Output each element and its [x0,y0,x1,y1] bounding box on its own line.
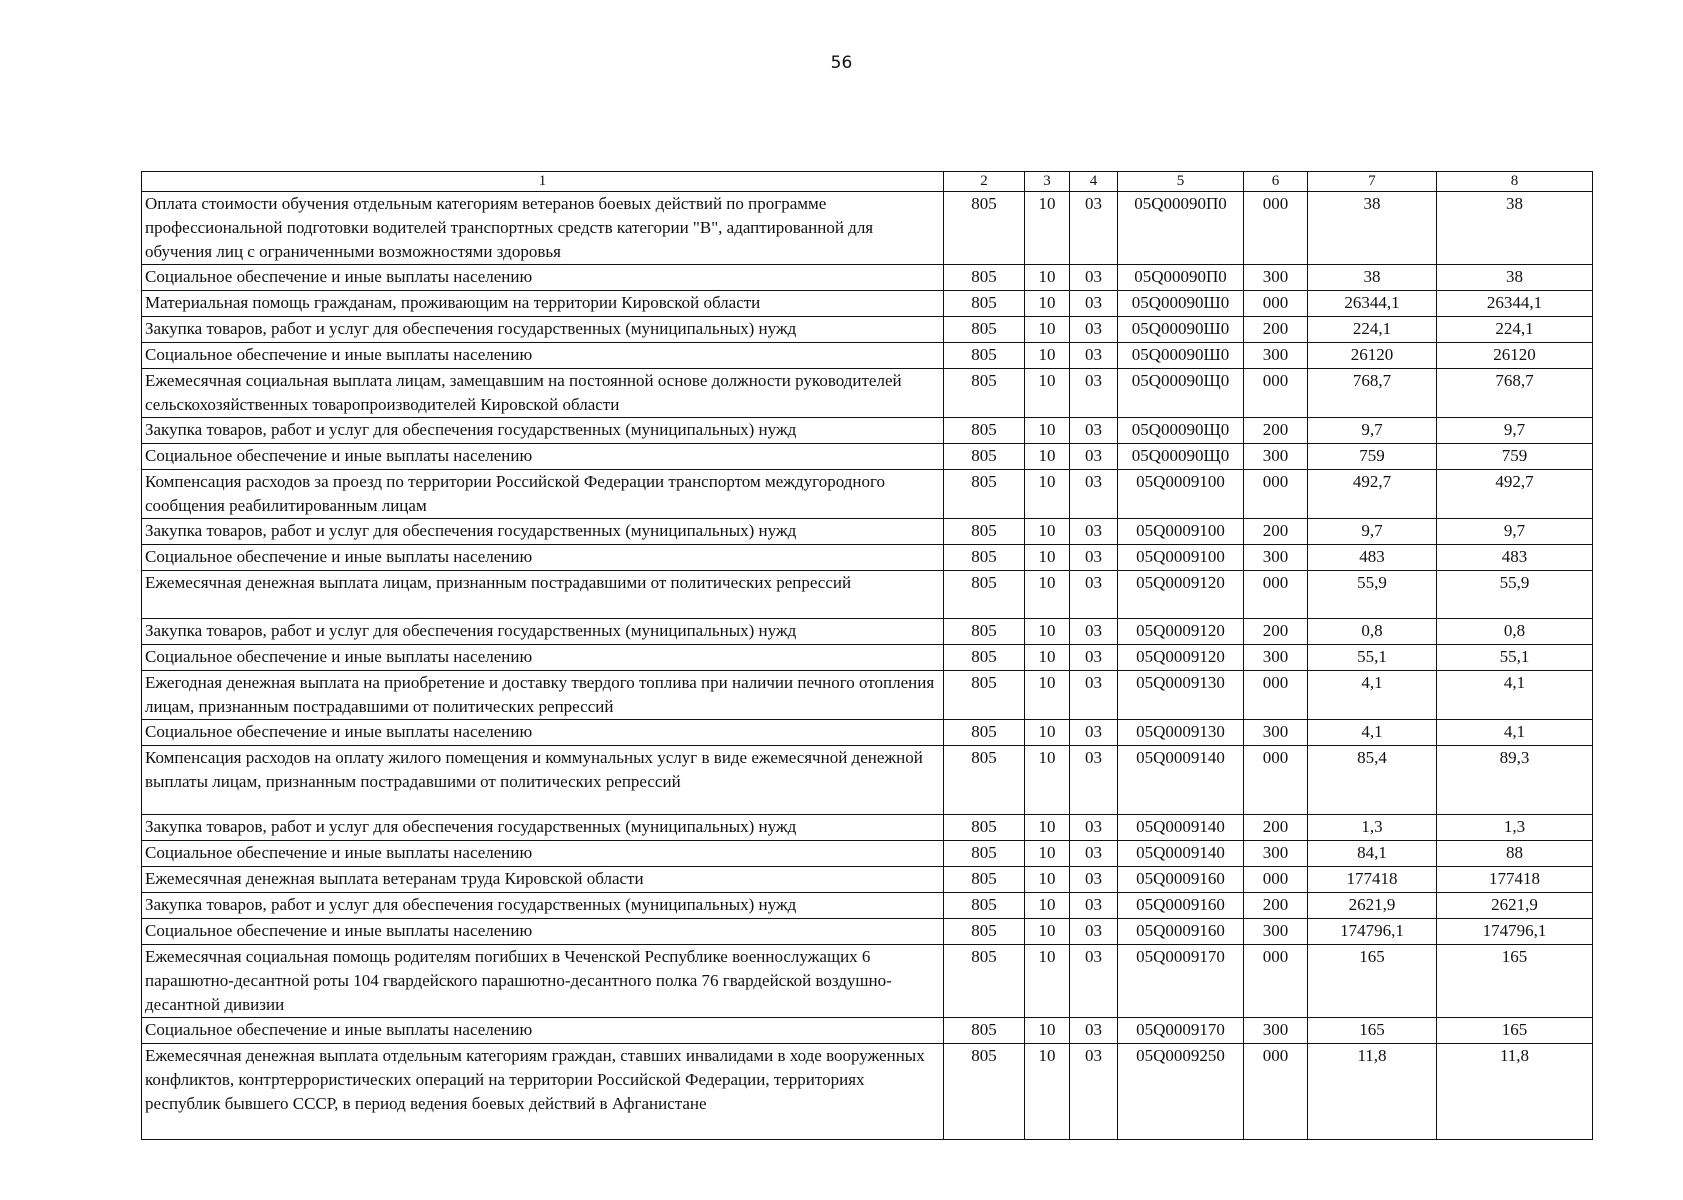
row-code-admin: 805 [944,545,1025,571]
row-value-year1: 165 [1308,1018,1437,1044]
header-cell: 6 [1244,172,1308,192]
row-description: Социальное обеспечение и иные выплаты населению [142,545,944,571]
row-description: Закупка товаров, работ и услуг для обеспечения государственных (муниципальных) нужд [142,815,944,841]
table-row [142,265,1593,291]
table-row [142,291,1593,317]
row-code-target: 05Q0009140 [1118,746,1244,815]
header-cell: 3 [1025,172,1070,192]
row-code-target: 05Q00090Ш0 [1118,317,1244,343]
row-description: Социальное обеспечение и иные выплаты населению [142,919,944,945]
row-value-year1: 768,7 [1308,369,1437,418]
row-code-target: 05Q0009140 [1118,815,1244,841]
row-description: Материальная помощь гражданам, проживающим на территории Кировской области [142,291,944,317]
table-body [142,172,1593,1140]
row-code-target: 05Q0009130 [1118,720,1244,746]
row-value-year2: 26344,1 [1437,291,1593,317]
row-value-year1: 483 [1308,545,1437,571]
row-code-subsection: 03 [1070,444,1118,470]
row-description: Закупка товаров, работ и услуг для обеспечения государственных (муниципальных) нужд [142,893,944,919]
row-code-expense-type: 200 [1244,317,1308,343]
row-code-expense-type: 300 [1244,1018,1308,1044]
row-code-expense-type: 300 [1244,545,1308,571]
row-value-year1: 38 [1308,192,1437,265]
row-code-target: 05Q0009160 [1118,893,1244,919]
row-description: Социальное обеспечение и иные выплаты населению [142,444,944,470]
row-code-target: 05Q0009170 [1118,1018,1244,1044]
row-value-year2: 4,1 [1437,671,1593,720]
table-row [142,317,1593,343]
row-code-admin: 805 [944,291,1025,317]
row-code-expense-type: 000 [1244,470,1308,519]
row-code-section: 10 [1025,1044,1070,1140]
row-value-year1: 224,1 [1308,317,1437,343]
row-value-year2: 492,7 [1437,470,1593,519]
row-code-expense-type: 300 [1244,444,1308,470]
row-code-admin: 805 [944,519,1025,545]
row-code-admin: 805 [944,645,1025,671]
row-code-expense-type: 200 [1244,893,1308,919]
row-value-year1: 759 [1308,444,1437,470]
table-row [142,545,1593,571]
row-value-year1: 1,3 [1308,815,1437,841]
row-code-section: 10 [1025,841,1070,867]
row-value-year1: 4,1 [1308,671,1437,720]
row-code-admin: 805 [944,867,1025,893]
row-description: Компенсация расходов на оплату жилого помещения и коммунальных услуг в виде ежемесячной денежной выплаты лицам, признанным пострадавшими от политических репрессий [142,746,944,815]
row-code-admin: 805 [944,265,1025,291]
row-value-year1: 2621,9 [1308,893,1437,919]
row-value-year2: 88 [1437,841,1593,867]
row-description: Закупка товаров, работ и услуг для обеспечения государственных (муниципальных) нужд [142,519,944,545]
table-row [142,619,1593,645]
row-code-section: 10 [1025,519,1070,545]
row-code-target: 05Q0009170 [1118,945,1244,1018]
table-row [142,192,1593,265]
table-header-row [142,172,1593,192]
row-code-subsection: 03 [1070,192,1118,265]
row-code-section: 10 [1025,571,1070,619]
table-row [142,746,1593,815]
row-value-year1: 55,1 [1308,645,1437,671]
row-value-year2: 224,1 [1437,317,1593,343]
row-code-expense-type: 000 [1244,571,1308,619]
row-code-target: 05Q00090Ш0 [1118,343,1244,369]
row-code-target: 05Q0009140 [1118,841,1244,867]
table-row [142,945,1593,1018]
row-code-target: 05Q0009100 [1118,545,1244,571]
page-number: 56 [830,53,853,73]
row-code-expense-type: 000 [1244,867,1308,893]
row-code-section: 10 [1025,945,1070,1018]
row-code-target: 05Q00090П0 [1118,192,1244,265]
row-code-target: 05Q00090Щ0 [1118,418,1244,444]
row-code-expense-type: 300 [1244,645,1308,671]
row-code-admin: 805 [944,746,1025,815]
row-code-target: 05Q00090Ш0 [1118,291,1244,317]
row-code-subsection: 03 [1070,369,1118,418]
row-code-expense-type: 200 [1244,519,1308,545]
table-row [142,444,1593,470]
row-value-year2: 174796,1 [1437,919,1593,945]
row-code-subsection: 03 [1070,1018,1118,1044]
row-code-subsection: 03 [1070,619,1118,645]
table-row [142,571,1593,619]
row-code-admin: 805 [944,418,1025,444]
row-code-section: 10 [1025,671,1070,720]
row-value-year1: 38 [1308,265,1437,291]
row-code-section: 10 [1025,867,1070,893]
row-value-year2: 1,3 [1437,815,1593,841]
table-row [142,1044,1593,1140]
row-code-admin: 805 [944,470,1025,519]
row-code-target: 05Q0009100 [1118,470,1244,519]
row-code-subsection: 03 [1070,867,1118,893]
row-code-subsection: 03 [1070,815,1118,841]
row-code-admin: 805 [944,369,1025,418]
row-code-section: 10 [1025,369,1070,418]
header-cell: 2 [944,172,1025,192]
row-code-expense-type: 300 [1244,841,1308,867]
row-code-subsection: 03 [1070,919,1118,945]
header-cell: 7 [1308,172,1437,192]
row-code-admin: 805 [944,945,1025,1018]
row-code-expense-type: 000 [1244,369,1308,418]
row-code-admin: 805 [944,444,1025,470]
row-value-year1: 174796,1 [1308,919,1437,945]
row-code-target: 05Q0009130 [1118,671,1244,720]
row-value-year1: 0,8 [1308,619,1437,645]
table-row [142,369,1593,418]
row-code-admin: 805 [944,893,1025,919]
row-value-year1: 26344,1 [1308,291,1437,317]
table-row [142,671,1593,720]
row-description: Ежемесячная социальная помощь родителям погибших в Чеченской Республике военнослужащих 6 парашютно-десантной роты 104 гвардейского парашютно-десантного полка 76 гвардейской воздушно-десантной дивизии [142,945,944,1018]
row-code-subsection: 03 [1070,418,1118,444]
row-code-admin: 805 [944,720,1025,746]
row-code-admin: 805 [944,671,1025,720]
row-description: Компенсация расходов за проезд по территории Российской Федерации транспортом междугородного сообщения реабилитированным лицам [142,470,944,519]
row-description: Оплата стоимости обучения отдельным категориям ветеранов боевых действий по программе профессиональной подготовки водителей транспортных средств категории "В", адаптированной для обучения лиц с ограниченными возможностями здоровья [142,192,944,265]
row-value-year2: 9,7 [1437,418,1593,444]
row-code-subsection: 03 [1070,893,1118,919]
row-code-target: 05Q00090Щ0 [1118,444,1244,470]
row-code-subsection: 03 [1070,571,1118,619]
row-code-expense-type: 000 [1244,192,1308,265]
row-code-section: 10 [1025,815,1070,841]
header-cell: 8 [1437,172,1593,192]
row-value-year1: 177418 [1308,867,1437,893]
row-code-expense-type: 000 [1244,1044,1308,1140]
row-code-target: 05Q0009120 [1118,619,1244,645]
row-code-subsection: 03 [1070,1044,1118,1140]
row-code-admin: 805 [944,571,1025,619]
row-code-target: 05Q0009160 [1118,919,1244,945]
row-description: Социальное обеспечение и иные выплаты населению [142,720,944,746]
table-row [142,470,1593,519]
row-code-expense-type: 300 [1244,343,1308,369]
table-row [142,519,1593,545]
row-value-year2: 9,7 [1437,519,1593,545]
table-row [142,418,1593,444]
table-row [142,841,1593,867]
row-code-target: 05Q0009120 [1118,571,1244,619]
row-code-section: 10 [1025,418,1070,444]
row-code-admin: 805 [944,815,1025,841]
row-code-section: 10 [1025,1018,1070,1044]
row-code-section: 10 [1025,317,1070,343]
row-description: Социальное обеспечение и иные выплаты населению [142,265,944,291]
row-value-year2: 2621,9 [1437,893,1593,919]
row-code-expense-type: 000 [1244,746,1308,815]
row-code-section: 10 [1025,343,1070,369]
row-value-year2: 165 [1437,1018,1593,1044]
row-value-year2: 38 [1437,265,1593,291]
row-value-year2: 0,8 [1437,619,1593,645]
row-value-year1: 85,4 [1308,746,1437,815]
row-code-expense-type: 000 [1244,671,1308,720]
row-code-expense-type: 200 [1244,418,1308,444]
row-value-year2: 55,9 [1437,571,1593,619]
table-row [142,720,1593,746]
row-description: Закупка товаров, работ и услуг для обеспечения государственных (муниципальных) нужд [142,418,944,444]
row-description: Ежемесячная денежная выплата отдельным категориям граждан, ставших инвалидами в ходе вооруженных конфликтов, контртеррористических операций на территории Российской Федерации, территориях республик бывшего СССР, в период ведения боевых действий в Афганистане [142,1044,944,1140]
row-code-expense-type: 300 [1244,720,1308,746]
row-value-year1: 9,7 [1308,418,1437,444]
row-code-subsection: 03 [1070,317,1118,343]
row-code-admin: 805 [944,1044,1025,1140]
row-value-year2: 768,7 [1437,369,1593,418]
row-code-admin: 805 [944,317,1025,343]
row-code-admin: 805 [944,192,1025,265]
row-description: Социальное обеспечение и иные выплаты населению [142,841,944,867]
row-code-section: 10 [1025,291,1070,317]
row-code-expense-type: 000 [1244,945,1308,1018]
row-description: Ежемесячная денежная выплата лицам, признанным пострадавшими от политических репрессий [142,571,944,619]
row-value-year2: 4,1 [1437,720,1593,746]
row-description: Социальное обеспечение и иные выплаты населению [142,645,944,671]
table-row [142,893,1593,919]
row-code-section: 10 [1025,919,1070,945]
row-code-expense-type: 200 [1244,619,1308,645]
table-row [142,343,1593,369]
row-value-year2: 11,8 [1437,1044,1593,1140]
row-code-section: 10 [1025,444,1070,470]
row-value-year2: 89,3 [1437,746,1593,815]
row-code-section: 10 [1025,545,1070,571]
row-code-subsection: 03 [1070,841,1118,867]
row-value-year1: 84,1 [1308,841,1437,867]
row-code-admin: 805 [944,619,1025,645]
row-value-year2: 55,1 [1437,645,1593,671]
row-code-section: 10 [1025,470,1070,519]
row-value-year1: 55,9 [1308,571,1437,619]
budget-table [141,171,1593,1140]
row-code-section: 10 [1025,746,1070,815]
row-value-year2: 26120 [1437,343,1593,369]
row-description: Ежегодная денежная выплата на приобретение и доставку твердого топлива при наличии печного отопления лицам, признанным пострадавшими от политических репрессий [142,671,944,720]
row-code-section: 10 [1025,645,1070,671]
row-description: Социальное обеспечение и иные выплаты населению [142,343,944,369]
row-description: Ежемесячная денежная выплата ветеранам труда Кировской области [142,867,944,893]
row-description: Закупка товаров, работ и услуг для обеспечения государственных (муниципальных) нужд [142,317,944,343]
row-description: Социальное обеспечение и иные выплаты населению [142,1018,944,1044]
table-row [142,919,1593,945]
row-value-year1: 11,8 [1308,1044,1437,1140]
row-code-expense-type: 300 [1244,919,1308,945]
table-row [142,815,1593,841]
row-code-subsection: 03 [1070,470,1118,519]
row-code-section: 10 [1025,720,1070,746]
table-row [142,1018,1593,1044]
row-code-target: 05Q00090Щ0 [1118,369,1244,418]
row-value-year1: 4,1 [1308,720,1437,746]
row-code-expense-type: 200 [1244,815,1308,841]
row-code-subsection: 03 [1070,265,1118,291]
row-code-expense-type: 000 [1244,291,1308,317]
row-code-subsection: 03 [1070,746,1118,815]
row-value-year2: 165 [1437,945,1593,1018]
row-code-target: 05Q0009250 [1118,1044,1244,1140]
row-code-target: 05Q0009100 [1118,519,1244,545]
row-code-section: 10 [1025,893,1070,919]
row-code-subsection: 03 [1070,291,1118,317]
row-code-target: 05Q0009120 [1118,645,1244,671]
header-cell: 5 [1118,172,1244,192]
row-code-admin: 805 [944,919,1025,945]
row-code-subsection: 03 [1070,671,1118,720]
row-code-subsection: 03 [1070,545,1118,571]
row-value-year2: 759 [1437,444,1593,470]
row-code-admin: 805 [944,343,1025,369]
row-code-section: 10 [1025,619,1070,645]
row-code-target: 05Q0009160 [1118,867,1244,893]
table-row [142,645,1593,671]
row-value-year2: 177418 [1437,867,1593,893]
row-code-admin: 805 [944,841,1025,867]
row-value-year2: 38 [1437,192,1593,265]
header-cell: 1 [142,172,944,192]
row-code-subsection: 03 [1070,645,1118,671]
row-code-subsection: 03 [1070,720,1118,746]
header-cell: 4 [1070,172,1118,192]
row-value-year1: 165 [1308,945,1437,1018]
row-code-section: 10 [1025,192,1070,265]
row-value-year1: 26120 [1308,343,1437,369]
row-description: Ежемесячная социальная выплата лицам, замещавшим на постоянной основе должности руководителей сельскохозяйственных товаропроизводителей Кировской области [142,369,944,418]
row-description: Закупка товаров, работ и услуг для обеспечения государственных (муниципальных) нужд [142,619,944,645]
row-value-year1: 9,7 [1308,519,1437,545]
row-code-expense-type: 300 [1244,265,1308,291]
row-value-year2: 483 [1437,545,1593,571]
row-value-year1: 492,7 [1308,470,1437,519]
row-code-admin: 805 [944,1018,1025,1044]
row-code-section: 10 [1025,265,1070,291]
row-code-target: 05Q00090П0 [1118,265,1244,291]
row-code-subsection: 03 [1070,519,1118,545]
row-code-subsection: 03 [1070,945,1118,1018]
row-code-subsection: 03 [1070,343,1118,369]
table-row [142,867,1593,893]
